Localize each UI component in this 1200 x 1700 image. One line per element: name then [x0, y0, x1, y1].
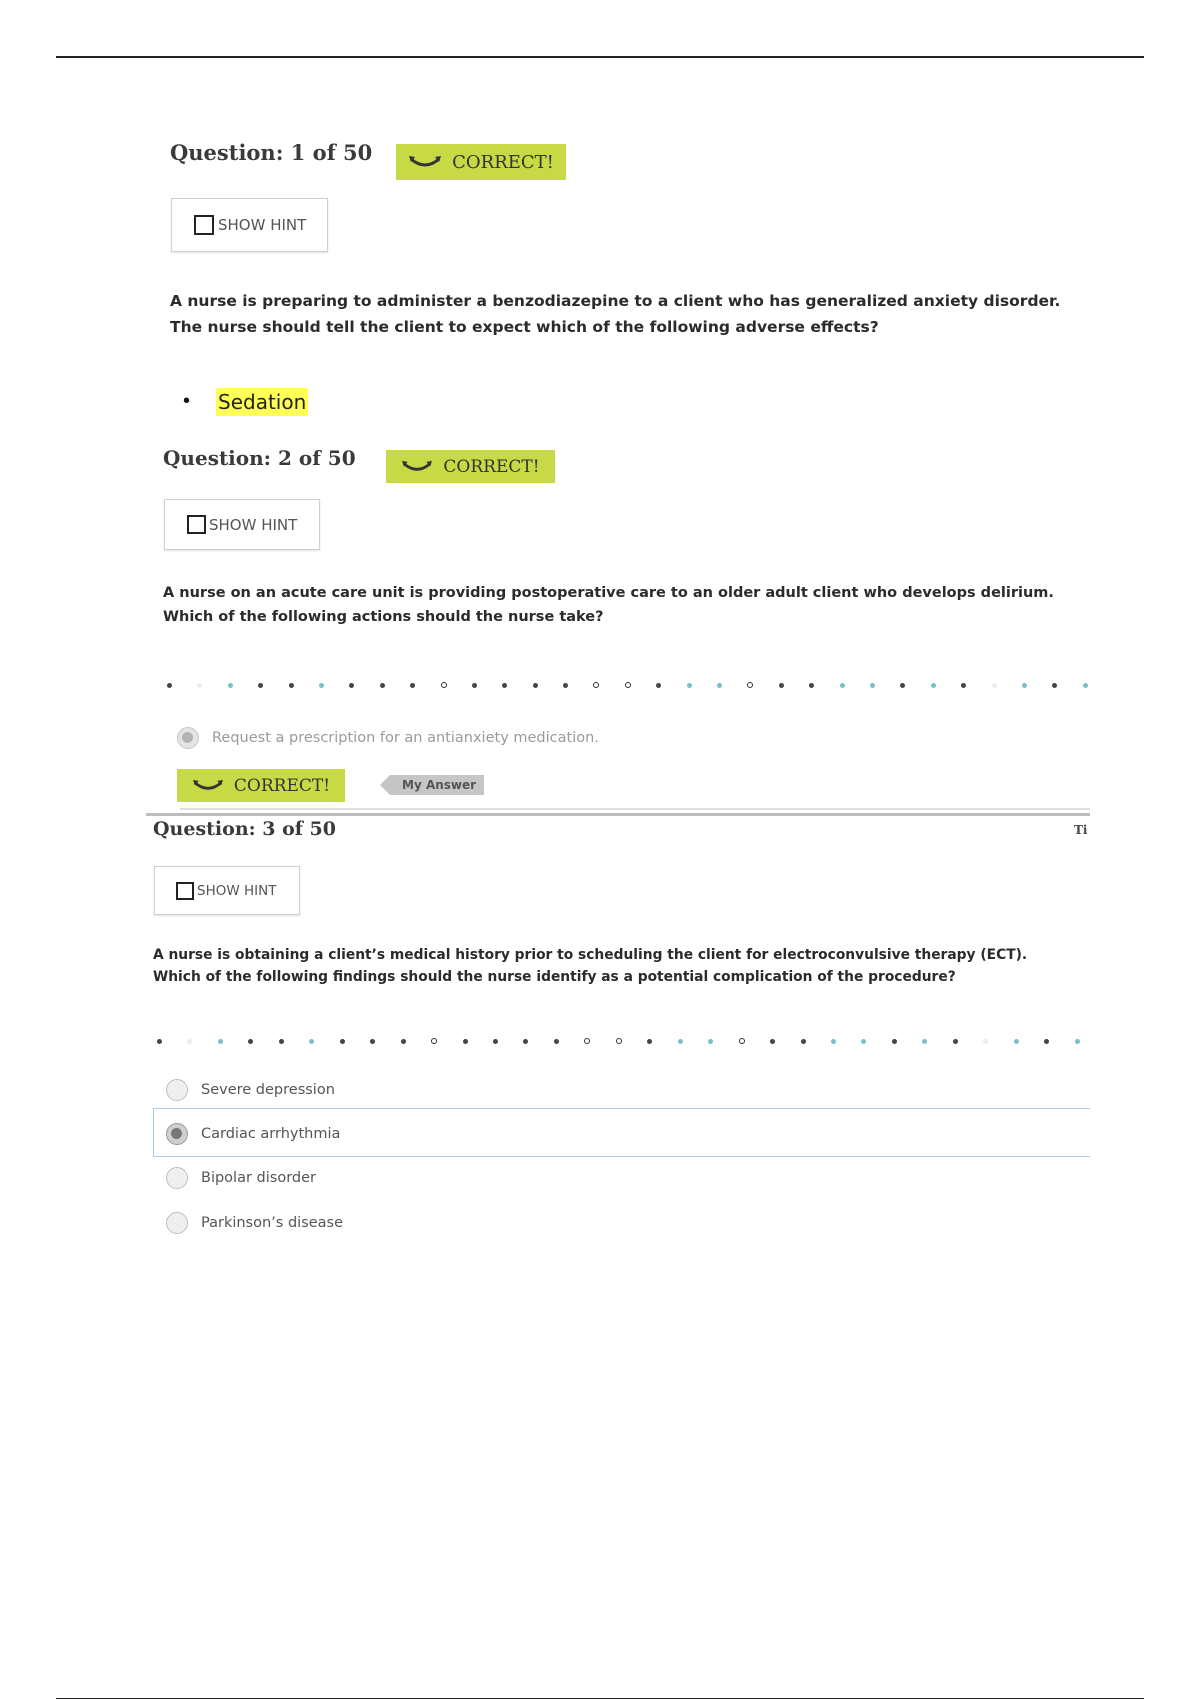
timer-label-fragment: Ti — [1074, 823, 1088, 837]
separator-dot — [319, 683, 324, 688]
question-2-show-hint-button[interactable] — [164, 499, 320, 550]
question-1-prompt: A nurse is preparing to administer a benzodiazepine to a client who has generalized anxiety disorder. The nurse should tell the client to expect which of the following adverse effects? — [170, 292, 1061, 336]
option-label: Severe depression — [201, 1082, 335, 1098]
separator-dot — [900, 683, 905, 688]
separator-dot — [563, 683, 568, 688]
separator-dot — [922, 1039, 927, 1044]
separator-dot — [647, 1039, 652, 1044]
separator-dot — [410, 683, 415, 688]
separator-dot — [279, 1039, 284, 1044]
radio-button[interactable] — [166, 1212, 188, 1234]
separator-dot — [1022, 683, 1027, 688]
separator-dot — [340, 1039, 345, 1044]
separator-dot — [931, 683, 936, 688]
separator-dot — [554, 1039, 559, 1044]
separator-dot — [656, 683, 661, 688]
separator-dot — [687, 683, 692, 688]
separator-dot — [502, 683, 507, 688]
page-top-rule — [56, 56, 1144, 58]
badge-label: CORRECT! — [233, 775, 331, 796]
separator-dot — [678, 1039, 683, 1044]
show-hint-label: SHOW HINT — [218, 216, 307, 234]
separator-dot — [258, 683, 263, 688]
separator-dot — [533, 683, 538, 688]
option-label: Request a prescription for an antianxiety medication. — [212, 730, 599, 746]
separator-dot — [441, 682, 447, 688]
separator-dot — [717, 683, 722, 688]
question-2-dot-separator — [167, 681, 1088, 689]
question-1-title: Question: 1 of 50 — [170, 140, 373, 165]
option-label: Bipolar disorder — [201, 1170, 316, 1186]
question-1-answer: Sedation — [218, 390, 307, 414]
separator-dot — [840, 683, 845, 688]
separator-dot — [625, 682, 631, 688]
curved-arrow-icon — [192, 778, 224, 793]
section-divider-shadow — [180, 808, 1090, 810]
separator-dot — [370, 1039, 375, 1044]
question-3-option-3[interactable] — [166, 1167, 316, 1189]
separator-dot — [770, 1039, 775, 1044]
separator-dot — [309, 1039, 314, 1044]
separator-dot — [992, 683, 997, 688]
question-1-correct-badge — [396, 144, 566, 180]
separator-dot — [167, 683, 172, 688]
separator-dot — [493, 1039, 498, 1044]
question-3-option-1[interactable] — [166, 1079, 335, 1101]
separator-dot — [892, 1039, 897, 1044]
separator-dot — [248, 1039, 253, 1044]
question-2-title: Question: 2 of 50 — [163, 446, 356, 470]
answer-bullet: • — [183, 390, 191, 412]
separator-dot — [1075, 1039, 1080, 1044]
separator-dot — [961, 683, 966, 688]
question-3-dot-separator — [157, 1037, 1080, 1045]
option-label: Cardiac arrhythmia — [201, 1126, 341, 1142]
question-3-title: Question: 3 of 50 — [153, 818, 336, 840]
separator-dot — [380, 683, 385, 688]
separator-dot — [463, 1039, 468, 1044]
separator-dot — [228, 683, 233, 688]
separator-dot — [708, 1039, 713, 1044]
separator-dot — [187, 1039, 192, 1044]
curved-arrow-icon — [408, 154, 442, 170]
checkbox-icon — [194, 215, 214, 235]
separator-dot — [472, 683, 477, 688]
badge-label: CORRECT! — [443, 456, 540, 477]
show-hint-label: SHOW HINT — [209, 515, 298, 534]
question-3-option-4[interactable] — [166, 1212, 343, 1234]
separator-dot — [953, 1039, 958, 1044]
separator-dot — [349, 683, 354, 688]
question-1-show-hint-button[interactable] — [171, 198, 328, 252]
radio-selected[interactable] — [166, 1123, 188, 1145]
badge-label: CORRECT! — [452, 151, 554, 173]
question-2-option[interactable] — [177, 727, 599, 749]
separator-dot — [747, 682, 753, 688]
checkbox-icon — [187, 515, 206, 534]
question-2-correct-badge — [386, 450, 555, 483]
separator-dot — [401, 1039, 406, 1044]
separator-dot — [584, 1038, 590, 1044]
show-hint-label: SHOW HINT — [197, 882, 277, 899]
separator-dot — [431, 1038, 437, 1044]
separator-dot — [739, 1038, 745, 1044]
radio-button[interactable] — [166, 1079, 188, 1101]
separator-dot — [218, 1039, 223, 1044]
separator-dot — [616, 1038, 622, 1044]
checkbox-icon — [176, 882, 194, 900]
separator-dot — [809, 683, 814, 688]
separator-dot — [1052, 683, 1057, 688]
my-answer-tag: My Answer — [390, 775, 484, 795]
separator-dot — [523, 1039, 528, 1044]
separator-dot — [289, 683, 294, 688]
separator-dot — [983, 1039, 988, 1044]
separator-dot — [1083, 683, 1088, 688]
separator-dot — [197, 683, 202, 688]
question-3-show-hint-button[interactable] — [154, 866, 300, 915]
separator-dot — [831, 1039, 836, 1044]
separator-dot — [861, 1039, 866, 1044]
separator-dot — [779, 683, 784, 688]
page-bottom-rule — [56, 1698, 1144, 1699]
radio-button[interactable] — [166, 1167, 188, 1189]
question-2-prompt: A nurse on an acute care unit is providing postoperative care to an older adult client who develops delirium. Which of the following actions should the nurse take? — [163, 585, 1054, 625]
separator-dot — [157, 1039, 162, 1044]
question-3-prompt: A nurse is obtaining a client’s medical history prior to scheduling the client for electroconvulsive therapy (ECT). Which of the following findings should the nurse identify as a potential complication of the procedure? — [153, 947, 1028, 985]
separator-dot — [870, 683, 875, 688]
curved-arrow-icon — [401, 459, 433, 474]
radio-selected[interactable] — [177, 727, 199, 749]
separator-dot — [1044, 1039, 1049, 1044]
separator-dot — [1014, 1039, 1019, 1044]
question-3-option-2[interactable] — [166, 1123, 340, 1145]
option-label: Parkinson’s disease — [201, 1215, 344, 1231]
section-divider — [146, 813, 1090, 816]
separator-dot — [801, 1039, 806, 1044]
separator-dot — [593, 682, 599, 688]
question-2-result-badge — [177, 769, 345, 802]
